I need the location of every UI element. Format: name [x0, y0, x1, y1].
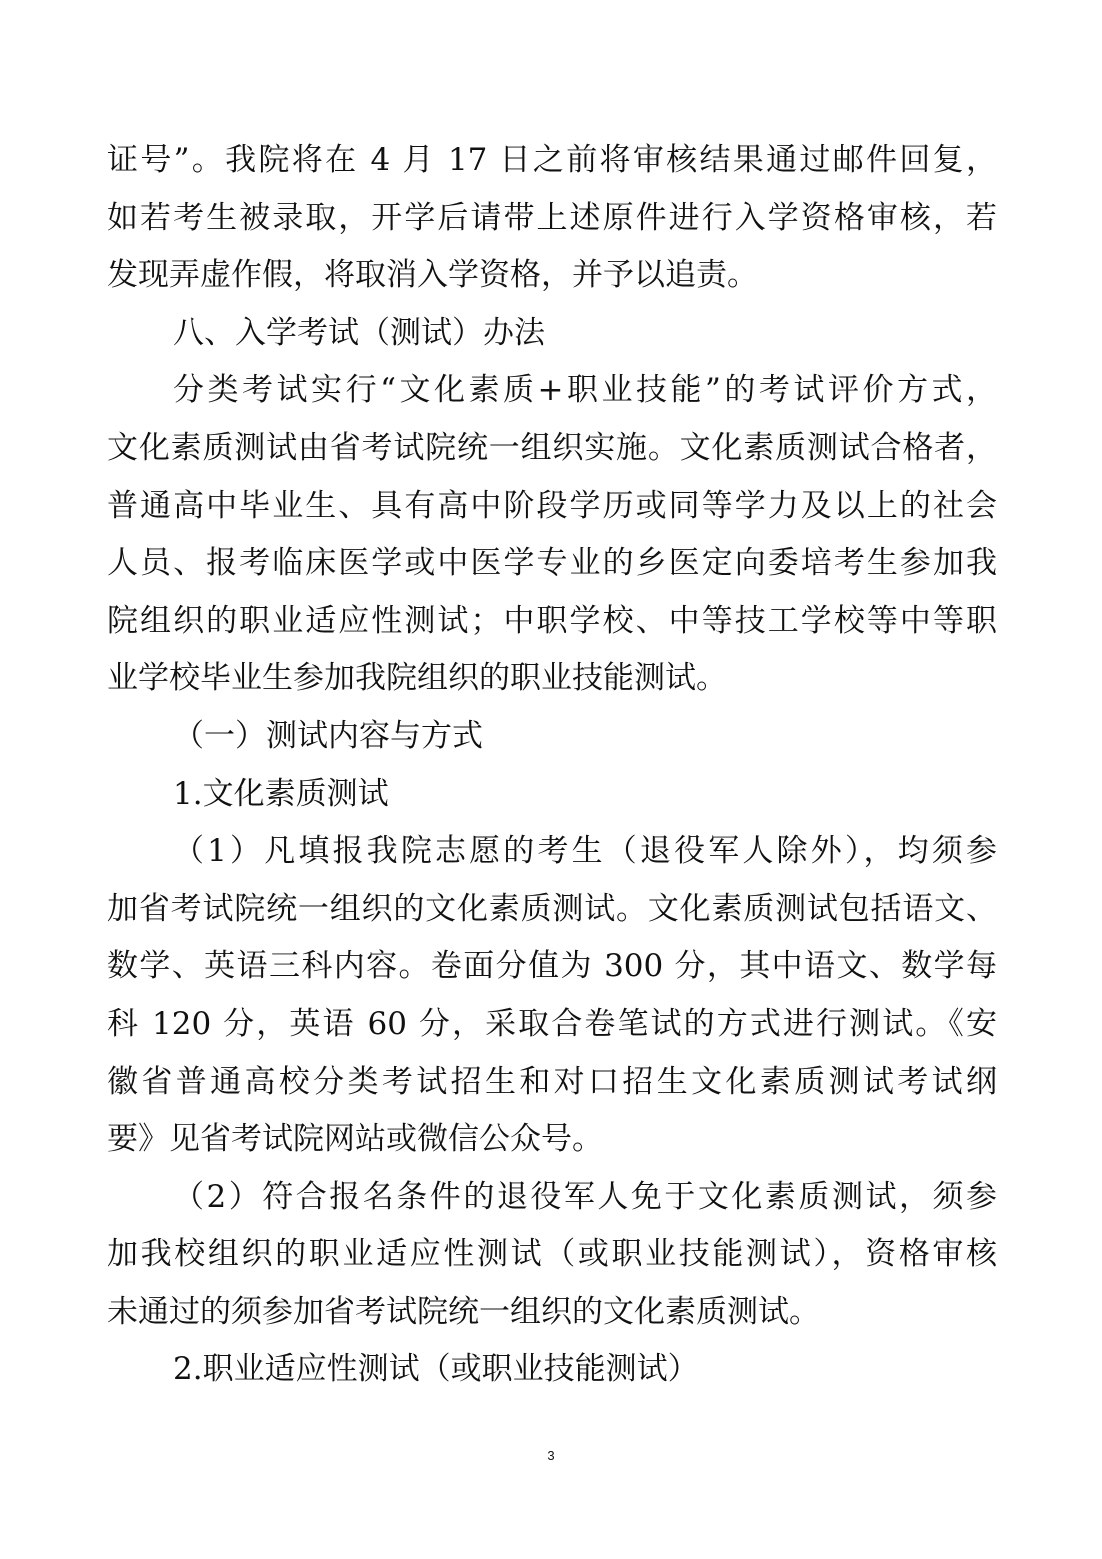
text-line: 加省考试院统一组织的文化素质测试。文化素质测试包括语文、	[107, 890, 997, 927]
text-line: 普通高中毕业生、具有高中阶段学历或同等学力及以上的社会	[107, 487, 997, 524]
text-line: （1）凡填报我院志愿的考生（退役军人除外），均须参	[173, 833, 997, 870]
text-line: 证号”。我院将在 4 月 17 日之前将审核结果通过邮件回复，	[107, 142, 997, 178]
text-line: 徽省普通高校分类考试招生和对口招生文化素质测试考试纲	[107, 1063, 997, 1100]
text-line: 院组织的职业适应性测试；中职学校、中等技工学校等中等职	[107, 602, 997, 639]
text-line: 发现弄虚作假，将取消入学资格，并予以追责。	[107, 257, 758, 294]
text-line: 分类考试实行“文化素质+职业技能”的考试评价方式，	[173, 372, 997, 409]
text-line: 科 120 分，英语 60 分，采取合卷笔试的方式进行测试。《安	[107, 1005, 997, 1042]
text-line: 未通过的须参加省考试院统一组织的文化素质测试。	[107, 1293, 820, 1330]
text-line: 人员、报考临床医学或中医学专业的乡医定向委培考生参加我	[107, 545, 997, 582]
text-line: 文化素质测试由省考试院统一组织实施。文化素质测试合格者，	[107, 429, 997, 466]
document-body	[107, 132, 997, 1399]
text-line: （一）测试内容与方式	[173, 717, 483, 754]
text-line: 加我校组织的职业适应性测试（或职业技能测试），资格审核	[107, 1236, 997, 1273]
text-line: （2）符合报名条件的退役军人免于文化素质测试，须参	[173, 1178, 997, 1215]
text-line: 业学校毕业生参加我院组织的职业技能测试。	[107, 660, 727, 697]
page-number: 3	[547, 1448, 555, 1463]
text-line: 要》见省考试院网站或微信公众号。	[107, 1121, 603, 1158]
text-line: 1.文化素质测试	[173, 775, 389, 812]
text-line: 2.职业适应性测试（或职业技能测试）	[173, 1351, 699, 1388]
text-line: 八、入学考试（测试）办法	[173, 314, 545, 351]
text-line: 数学、英语三科内容。卷面分值为 300 分，其中语文、数学每	[107, 948, 997, 985]
text-line: 如若考生被录取，开学后请带上述原件进行入学资格审核，若	[107, 199, 997, 236]
